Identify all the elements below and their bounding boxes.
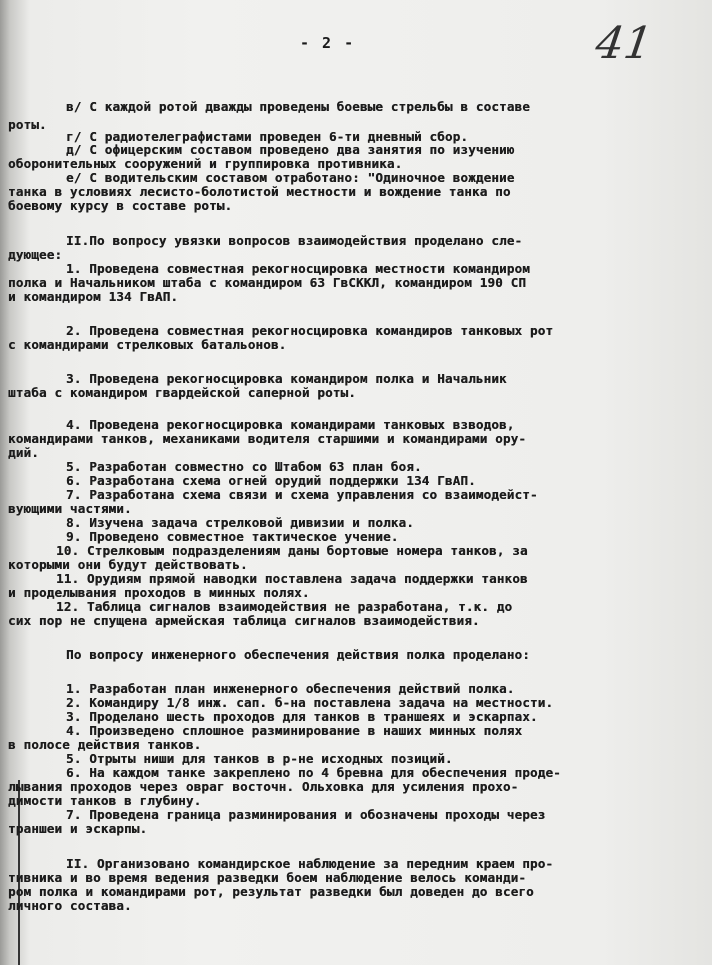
- text-line: дий.: [8, 445, 39, 460]
- text-line: лывания проходов через овраг восточн. Ольховка для усиления прохо-: [8, 779, 519, 794]
- text-line: боевому курсу в составе роты.: [8, 198, 233, 213]
- text-line: 5. Разработан совместно со Штабом 63 план боя.: [66, 459, 422, 474]
- text-line: По вопросу инженерного обеспечения действия полка проделано:: [66, 647, 530, 662]
- text-line: димости танков в глубину.: [8, 793, 202, 808]
- text-line: дующее:: [8, 247, 63, 262]
- text-line: штаба с командиром гвардейской саперной роты.: [8, 385, 356, 400]
- text-line: е/ С водительским составом отработано: "Одиночное вождение: [66, 170, 515, 185]
- archive-sheet-number: 41: [592, 18, 656, 69]
- text-line: 4. Произведено сплошное разминирование в наших минных полях: [66, 723, 523, 738]
- text-line: танка в условиях лесисто-болотистой местности и вождение танка по: [8, 184, 511, 199]
- text-line: 12. Таблица сигналов взаимодействия не разработана, т.к. до: [56, 599, 513, 614]
- text-line: и проделывания проходов в минных полях.: [8, 585, 310, 600]
- text-line: личного состава.: [8, 898, 132, 913]
- text-line: 7. Проведена граница разминирования и обозначены проходы через: [66, 807, 546, 822]
- text-line: д/ С офицерским составом проведено два занятия по изучению: [66, 142, 515, 157]
- text-line: II. Организовано командирское наблюдение за передним краем про-: [66, 856, 554, 871]
- text-line: 3. Проведена рекогносцировка командиром полка и Начальник: [66, 371, 507, 386]
- text-line: 7. Разработана схема связи и схема управления со взаимодейст-: [66, 487, 538, 502]
- text-line: 5. Отрыты ниши для танков в р-не исходных позиций.: [66, 751, 453, 766]
- text-line: командирами танков, механиками водителя старшими и командирами ору-: [8, 431, 527, 446]
- text-line: 10. Стрелковым подразделениям даны бортовые номера танков, за: [56, 543, 528, 558]
- text-line: ром полка и командирами рот, результат разведки был доведен до всего: [8, 884, 534, 899]
- text-line: траншеи и эскарпы.: [8, 821, 148, 836]
- text-line: и командиром 134 ГвАП.: [8, 289, 179, 304]
- text-line: тивника и во время ведения разведки боем наблюдение велось команди-: [8, 870, 527, 885]
- text-line: вующими частями.: [8, 501, 132, 516]
- text-line: с командирами стрелковых батальонов.: [8, 337, 287, 352]
- text-line: г/ С радиотелеграфистами проведен 6-ти дневный сбор.: [66, 129, 469, 144]
- text-line: 4. Проведена рекогносцировка командирами танковых взводов,: [66, 417, 515, 432]
- text-line: в/ С каждой ротой дважды проведены боевые стрельбы в составе: [66, 99, 530, 114]
- text-line: 1. Разработан план инженерного обеспечения действий полка.: [66, 681, 515, 696]
- text-line: полка и Начальником штаба с командиром 63 ГвСККЛ, командиром 190 СП: [8, 275, 527, 290]
- page-number: - 2 -: [300, 34, 356, 52]
- text-line: 1. Проведена совместная рекогносцировка местности командиром: [66, 261, 530, 276]
- text-line: оборонительных сооружений и группировка противника.: [8, 156, 403, 171]
- text-line: 11. Орудиям прямой наводки поставлена задача поддержки танков: [56, 571, 528, 586]
- text-line: 6. Разработана схема огней орудий поддержки 134 ГвАП.: [66, 473, 476, 488]
- text-line: 2. Командиру 1/8 инж. сап. б-на поставлена задача на местности.: [66, 695, 554, 710]
- text-line: в полосе действия танков.: [8, 737, 202, 752]
- text-line: 8. Изучена задача стрелковой дивизии и полка.: [66, 515, 414, 530]
- text-line: 3. Проделано шесть проходов для танков в траншеях и эскарпах.: [66, 709, 538, 724]
- text-line: которыми они будут действовать.: [8, 557, 248, 572]
- text-line: 2. Проведена совместная рекогносцировка командиров танковых рот: [66, 323, 554, 338]
- text-line: сих пор не спущена армейская таблица сигналов взаимодействия.: [8, 613, 480, 628]
- text-line: роты.: [8, 117, 47, 132]
- text-line: 9. Проведено совместное тактическое учение.: [66, 529, 399, 544]
- text-line: II.По вопросу увязки вопросов взаимодействия проделано сле-: [66, 233, 523, 248]
- text-line: 6. На каждом танке закреплено по 4 бревна для обеспечения проде-: [66, 765, 561, 780]
